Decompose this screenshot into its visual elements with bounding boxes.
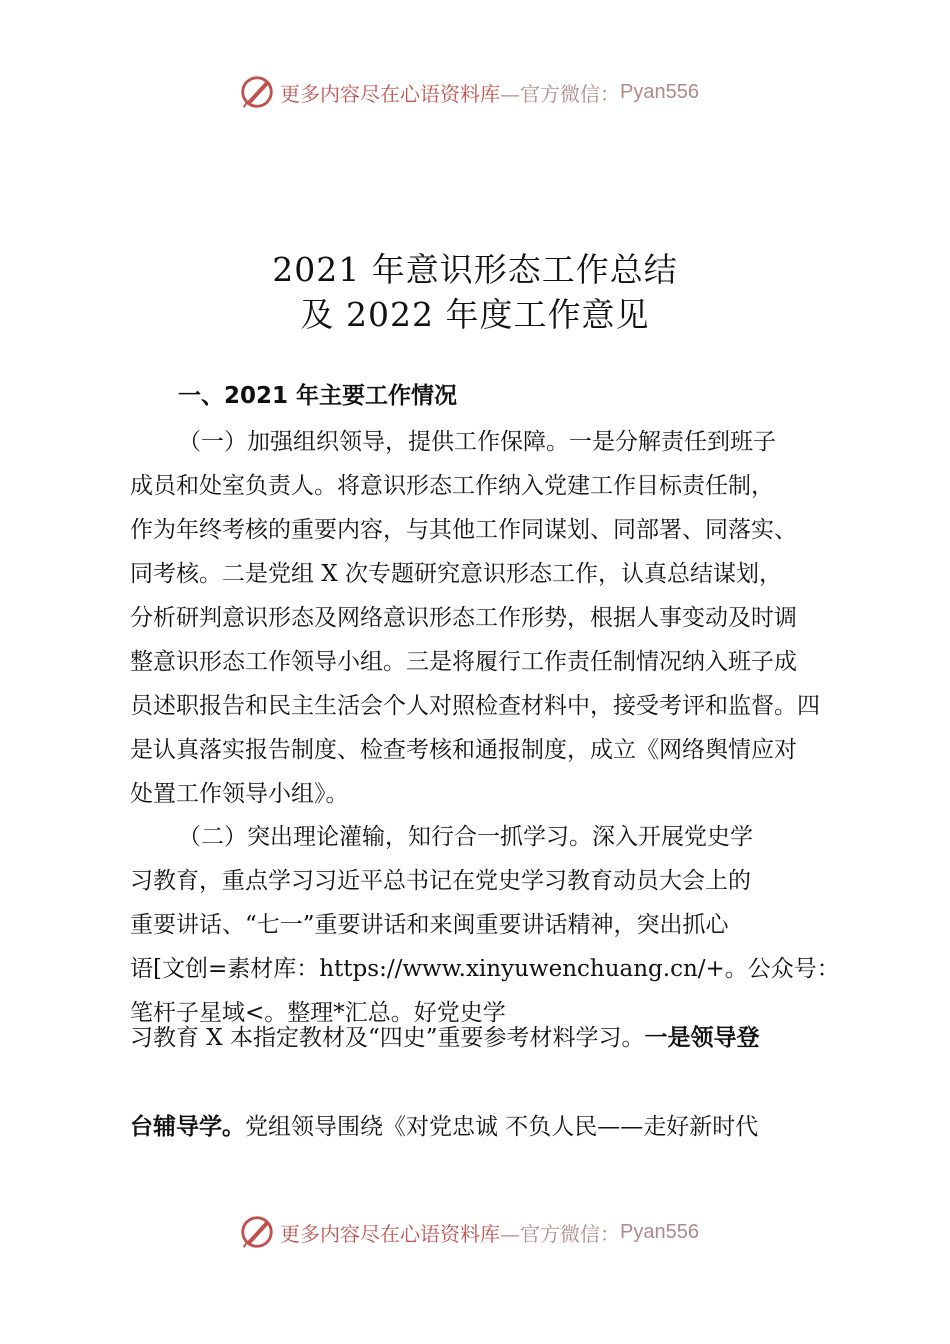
banner-wechat-id: Pyan556 xyxy=(620,1220,699,1243)
paragraph-text: 党组领导围绕《对党忠诚 不负人民——走好新时代 xyxy=(245,1114,759,1140)
banner-wechat-label: —官方微信： xyxy=(500,1221,620,1246)
banner-text: 更多内容尽在心语资料库 xyxy=(280,1221,500,1246)
paragraph-bold-text: 台辅导学。 xyxy=(130,1114,245,1140)
paragraph-line: 重要讲话、“七一”重要讲话和来闽重要讲话精神，突出抓心 xyxy=(130,912,729,938)
paragraph-line: 语[文创=素材库：https://www.xinyuwenchuang.cn/+。公众号： xyxy=(130,956,840,982)
paragraph-1 xyxy=(130,420,850,816)
section-heading: 一、2021 年主要工作情况 xyxy=(178,383,458,409)
paragraph-line: 是认真落实报告制度、检查考核和通报制度，成立《网络舆情应对 xyxy=(130,737,797,763)
paragraph-line: 作为年终考核的重要内容，与其他工作同谋划、同部署、同落实、 xyxy=(130,517,797,543)
paragraph-line: 整意识形态工作领导小组。三是将履行工作责任制情况纳入班子成 xyxy=(130,649,797,675)
paragraph-line: 习教育，重点学习习近平总书记在党史学习教育动员大会上的 xyxy=(130,868,751,894)
paragraph-line: 笔杆子星域<。整理*汇总。好党史学 xyxy=(130,1000,506,1026)
paragraph-line: 员述职报告和民主生活会个人对照检查材料中，接受考评和监督。四 xyxy=(130,693,820,719)
paragraph-3 xyxy=(130,1015,850,1061)
paragraph-4 xyxy=(130,1105,850,1149)
paragraph-line: （二）突出理论灌输，知行合一抓学习。深入开展党史学 xyxy=(178,824,753,850)
header-banner xyxy=(238,72,699,112)
banner-wechat-id: Pyan556 xyxy=(620,80,699,103)
paragraph-line: 处置工作领导小组》。 xyxy=(130,781,349,807)
paragraph-line: （一）加强组织领导，提供工作保障。一是分解责任到班子 xyxy=(178,429,776,455)
quill-logo-icon xyxy=(238,1213,276,1251)
banner-wechat-label: —官方微信： xyxy=(500,81,620,106)
document-title-line-2: 及 2022 年度工作意见 xyxy=(300,295,650,334)
footer-banner xyxy=(238,1212,699,1252)
paragraph-text: 习教育 X 本指定教材及“四史”重要参考材料学习。 xyxy=(130,1025,645,1051)
paragraph-line: 分析研判意识形态及网络意识形态工作形势，根据人事变动及时调 xyxy=(130,605,797,631)
quill-logo-icon xyxy=(238,73,276,111)
banner-text: 更多内容尽在心语资料库 xyxy=(280,81,500,106)
paragraph-2 xyxy=(130,815,850,1035)
document-title-line-1: 2021 年意识形态工作总结 xyxy=(272,250,678,289)
paragraph-line: 同考核。二是党组 X 次专题研究意识形态工作，认真总结谋划， xyxy=(130,561,782,587)
paragraph-bold-text: 一是领导登 xyxy=(644,1025,760,1051)
paragraph-line: 成员和处室负责人。将意识形态工作纳入党建工作目标责任制， xyxy=(130,473,774,499)
